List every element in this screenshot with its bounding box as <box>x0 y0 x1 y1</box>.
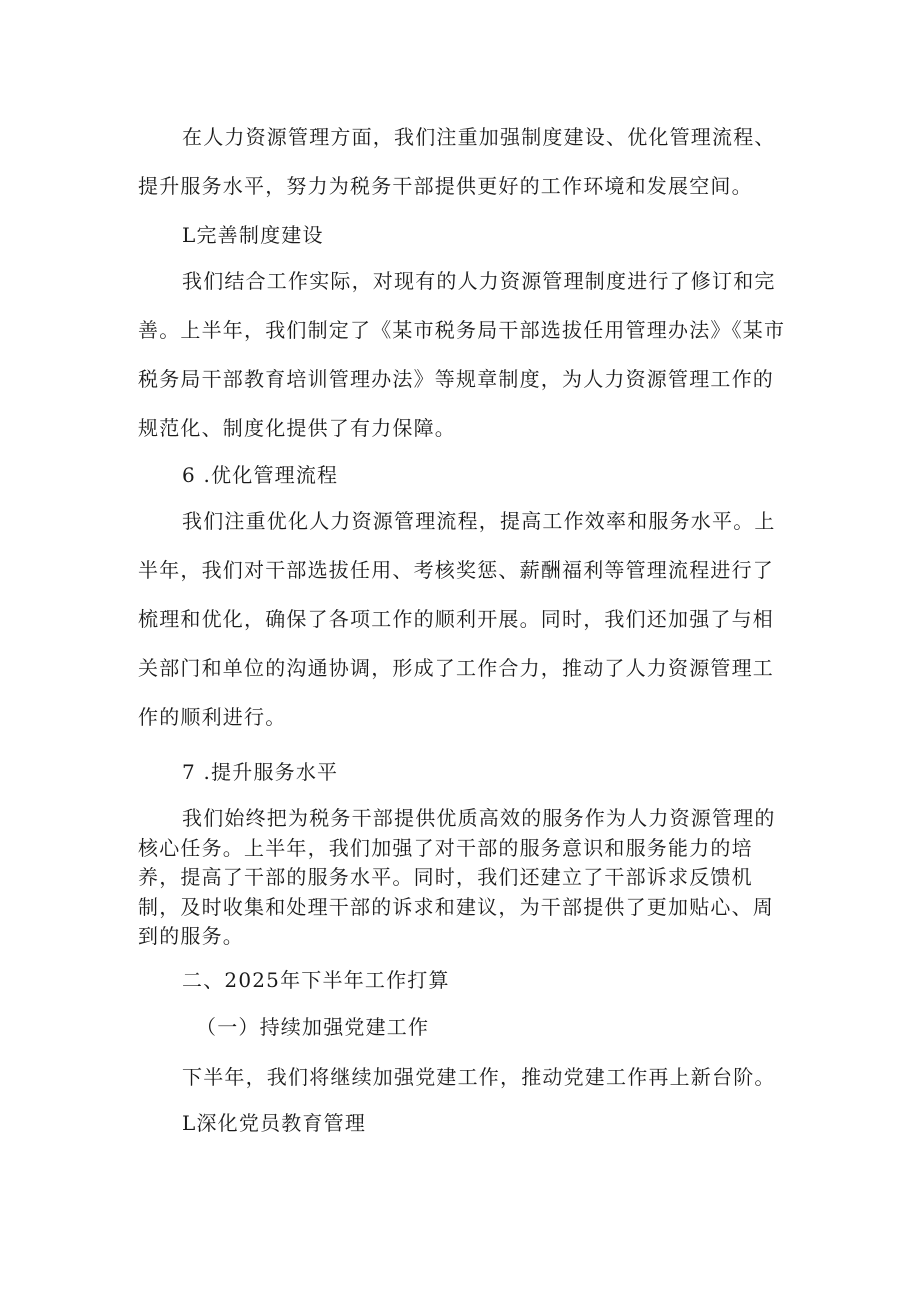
paragraph-hr-overview: 在人力资源管理方面，我们注重加强制度建设、优化管理流程、提升服务水平，努力为税务干部提供更好的工作环境和发展空间。 <box>138 125 776 198</box>
paragraph-service-level: 我们始终把为税务干部提供优质高效的服务作为人力资源管理的核心任务。上半年，我们加强了对干部的服务意识和服务能力的培养，提高了干部的服务水平。同时，我们还建立了干部诉求反馈机制，及时收集和处理干部的诉求和建议，为干部提供了更加贴心、周到的服务。 <box>138 806 776 948</box>
paragraph-process-optimization: 我们注重优化人力资源管理流程，提高工作效率和服务水平。上半年，我们对干部选拔任用、考核奖惩、薪酬福利等管理流程进行了梳理和优化，确保了各项工作的顺利开展。同时，我们还加强了与相关部门和单位的沟通协调，形成了工作合力，推动了人力资源管理工作的顺利进行。 <box>138 509 776 729</box>
paragraph-system-building: 我们结合工作实际，对现有的人力资源管理制度进行了修订和完善。上半年，我们制定了《某市税务局干部选拔任用管理办法》《某市税务局干部教育培训管理办法》等规章制度，为人力资源管理工作的规范化、制度化提供了有力保障。 <box>138 269 786 440</box>
heading-improve-service: 7 .提升服务水平 <box>182 760 339 784</box>
heading-optimize-process: 6 .优化管理流程 <box>182 463 339 487</box>
heading-second-half-plan: 二、2025年下半年工作打算 <box>182 968 450 992</box>
heading-party-member-education: L深化党员教育管理 <box>182 1111 367 1135</box>
heading-party-building: （一）持续加强党建工作 <box>196 1015 430 1039</box>
heading-improve-system: L完善制度建设 <box>182 223 324 247</box>
paragraph-party-building-plan: 下半年，我们将继续加强党建工作，推动党建工作再上新台阶。 <box>182 1065 776 1089</box>
